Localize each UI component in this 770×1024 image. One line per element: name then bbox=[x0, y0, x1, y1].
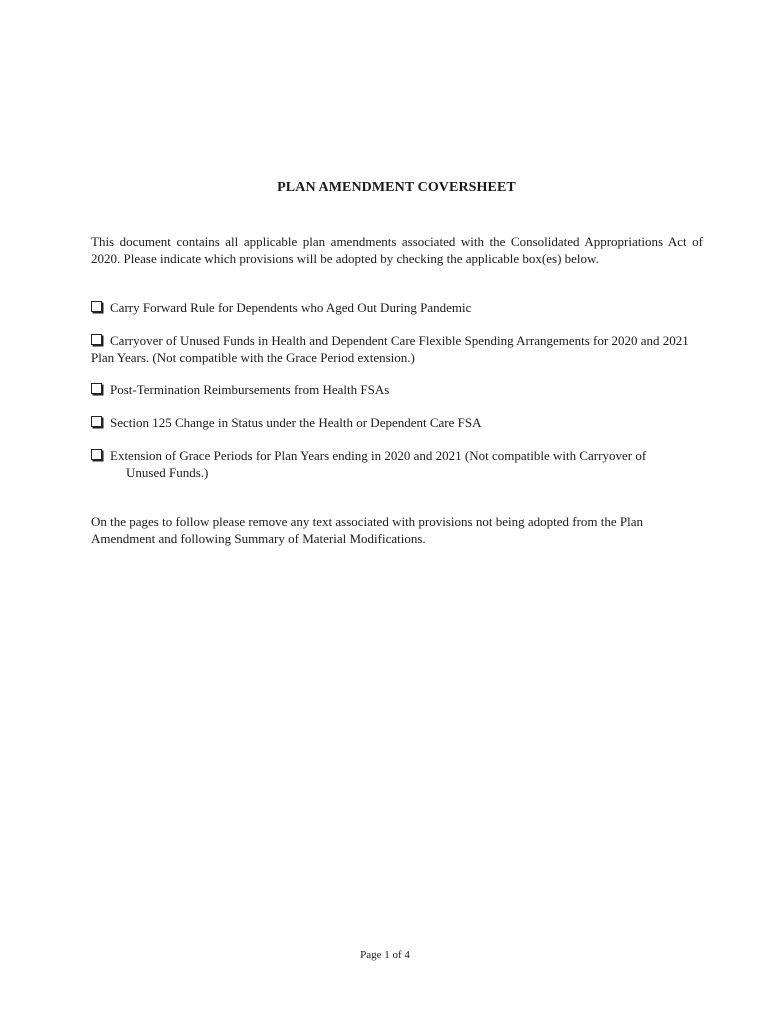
checkbox-carry-forward-rule[interactable] bbox=[91, 301, 102, 312]
option-label-continued: Unused Funds.) bbox=[126, 465, 209, 480]
option-carry-forward-rule bbox=[91, 299, 703, 316]
page-number: Page 1 of 4 bbox=[360, 949, 410, 961]
checkbox-carryover-unused-funds[interactable] bbox=[91, 334, 102, 345]
option-label: Carryover of Unused Funds in Health and Dependent Care Flexible Spending Arrangements for 2020 and 2021 Plan Years. (Not compatible with the Grace Period extension.) bbox=[91, 333, 689, 365]
document-title: PLAN AMENDMENT COVERSHEET bbox=[277, 180, 516, 195]
option-label: Extension of Grace Periods for Plan Years ending in 2020 and 2021 (Not compatible with Carryover of bbox=[110, 448, 647, 463]
closing-paragraph: On the pages to follow please remove any text associated with provisions not being adopted from the Plan Amendment and following Summary of Material Modifications. bbox=[91, 514, 644, 546]
checkbox-section-125[interactable] bbox=[91, 416, 102, 427]
checkbox-post-termination[interactable] bbox=[91, 383, 102, 394]
option-label: Post-Termination Reimbursements from Health FSAs bbox=[110, 382, 390, 397]
option-label: Carry Forward Rule for Dependents who Aged Out During Pandemic bbox=[110, 300, 472, 315]
option-label: Section 125 Change in Status under the Health or Dependent Care FSA bbox=[110, 415, 482, 430]
option-carryover-unused-funds bbox=[91, 332, 703, 366]
option-section-125 bbox=[91, 414, 703, 431]
option-post-termination bbox=[91, 381, 703, 398]
checkbox-grace-period-extension[interactable] bbox=[91, 449, 102, 460]
option-grace-period-extension bbox=[91, 447, 703, 481]
intro-paragraph: This document contains all applicable plan amendments associated with the Consolidated Appropriations Act of 2020. Please indicate which provisions will be adopted by checking the applicable box(es) below. bbox=[91, 234, 703, 266]
